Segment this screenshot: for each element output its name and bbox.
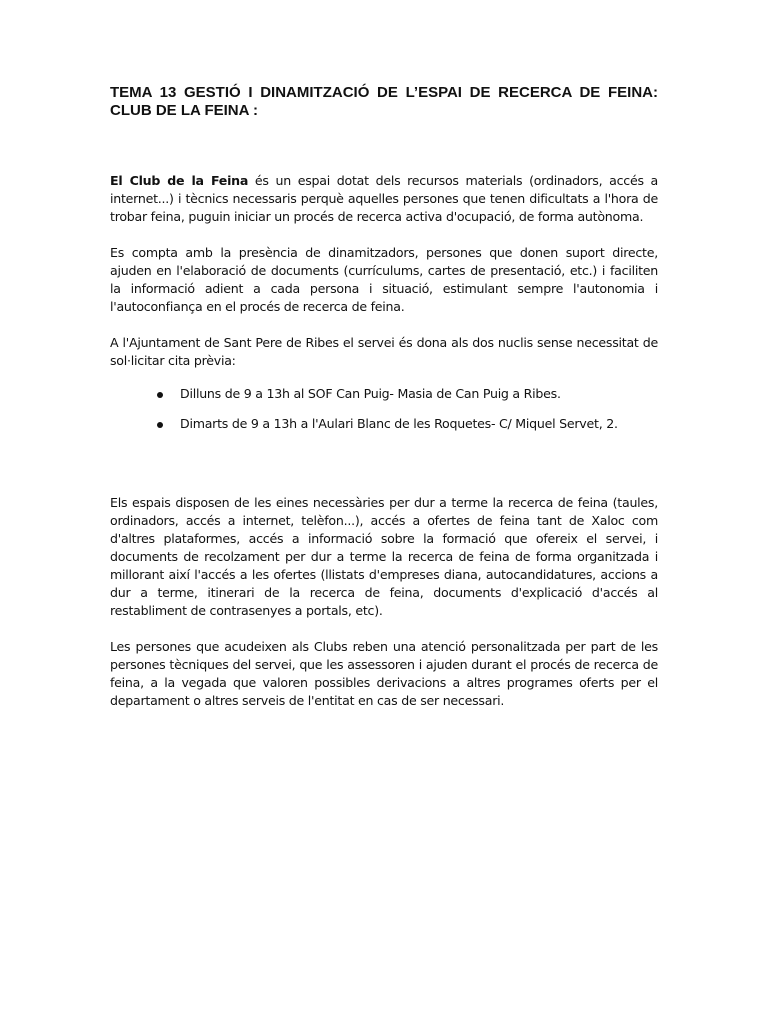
- list-item-text: Dilluns de 9 a 13h al SOF Can Puig- Masia de Can Puig a Ribes.: [180, 386, 561, 401]
- paragraph-dinamitzadors: Es compta amb la presència de dinamitzadors, persones que donen suport directe, ajuden en l'elaboració de documents (currículums, cartes de presentació, etc.) i faciliten la informació adient a cada persona i situació, estimulant sempre l'autonomia i l'autoconfiança en el procés de recerca de feina.: [110, 245, 658, 314]
- title-line-2: CLUB DE LA FEINA :: [110, 102, 259, 119]
- club-name-lead: El Club de la Feina: [110, 173, 249, 188]
- paragraph-persones: Les persones que acudeixen als Clubs reben una atenció personalitzada per part de les persones tècniques del servei, que les assessoren i ajuden durant el procés de recerca de feina, a la vegada que valoren possibles derivacions a altres programes oferts per el departament o altres serveis de l'entitat en cas de ser necessari.: [110, 639, 658, 708]
- paragraph-intro: [110, 172, 658, 226]
- list-item-text: Dimarts de 9 a 13h a l'Aulari Blanc de les Roquetes- C/ Miquel Servet, 2.: [180, 416, 618, 431]
- bullet-icon: [157, 392, 163, 398]
- schedule-list: [110, 385, 658, 433]
- intro-text: és un espai dotat dels recursos materials (ordinadors, accés a internet...) i tècnics necessaris perquè aquelles persones que tenen dificultats a l'hora de trobar feina, puguin iniciar un procés de recerca activa d'ocupació, de forma autònoma.: [110, 173, 658, 224]
- title-line-1: TEMA 13 GESTIÓ I DINAMITZACIÓ DE L’ESPAI DE RECERCA DE FEINA:: [110, 84, 658, 101]
- list-item: [110, 385, 658, 403]
- paragraph-espais: Els espais disposen de les eines necessàries per dur a terme la recerca de feina (taules, ordinadors, accés a internet, telèfon...), accés a ofertes de feina tant de Xaloc com d'altres plataformes, accés a informació sobre la formació que ofereix el servei, i documents de recolzament per dur a terme la recerca de feina de forma organitzada i millorant així l'accés a les ofertes (llistats d'empreses diana, autocandidatures, accions a dur a terme, itinerari de la recerca de feina, documents d'explicació d'accés al restabliment de contrasenyes a portals, etc).: [110, 495, 658, 618]
- document-page: [110, 84, 658, 710]
- list-item: [110, 415, 658, 433]
- paragraph-ajuntament: A l'Ajuntament de Sant Pere de Ribes el servei és dona als dos nuclis sense necessitat de sol·licitar cita prèvia:: [110, 335, 658, 368]
- document-title: [110, 84, 658, 120]
- bullet-icon: [157, 422, 163, 428]
